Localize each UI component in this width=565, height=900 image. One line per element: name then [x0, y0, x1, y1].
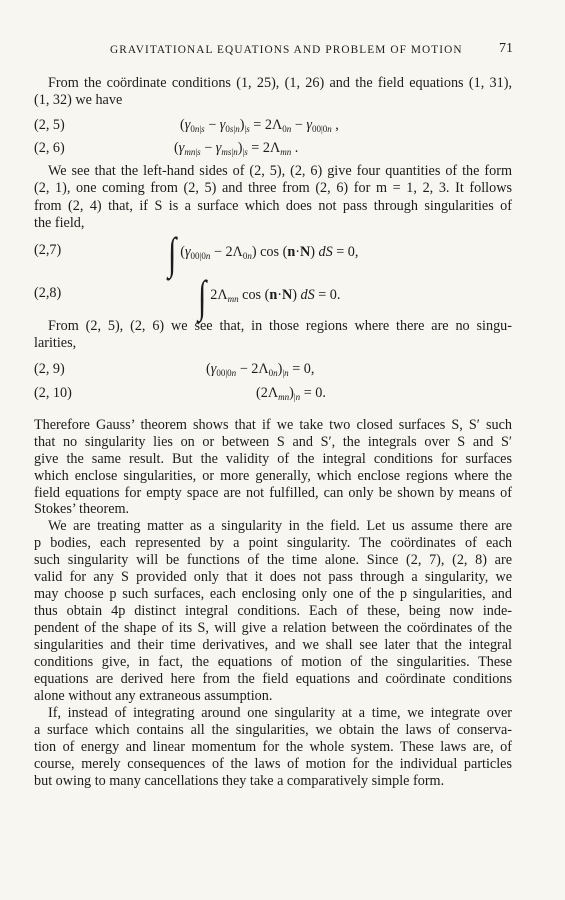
equation-2-6: $(\gamma_{mn|s} - \gamma_{ms|n})_{|s} = 2\Lambda_{mn}$ .: [174, 140, 299, 157]
text-line: We are treating matter as a singularity in the field. Let us assume there are: [48, 518, 512, 534]
text-line: Therefore Gauss’ theorem shows that if we take two closed surfaces S, S′ such: [34, 417, 512, 433]
equation-2-9: $(\gamma_{00|0n} - 2\Lambda_{0n})_{|n} = 0$,: [206, 361, 315, 378]
text-line: alone without any extraneous assumption.: [34, 688, 273, 704]
text-line: (2, 1), one coming from (2, 5) and three from (2, 6) for m = 1, 2, 3. It follows: [34, 180, 512, 196]
equation-2-7: ∫ $(\gamma_{00|0n} - 2\Lambda_{0n})$ cos (n·N) dS = 0,: [168, 229, 359, 279]
text-line: singularities and their time derivatives, and we shall see later that the integral: [34, 637, 512, 653]
text-line: such singularity will be functions of the time alone. Since (2, 7), (2, 8) are: [34, 552, 512, 568]
running-title: GRAVITATIONAL EQUATIONS AND PROBLEM OF MOTION: [110, 44, 463, 56]
text-line: from (2, 4) that, if S is a surface which does not pass through singularities of: [34, 198, 512, 214]
equation-label: (2,7): [34, 242, 62, 258]
text-line: (1, 32) we have: [34, 92, 123, 108]
integral-sign: ∫: [198, 272, 207, 322]
equation-label: (2, 10): [34, 385, 72, 401]
text-line: give the same result. But the validity of the integral conditions for surfaces: [34, 451, 512, 467]
equation-label: (2,8): [34, 285, 62, 301]
text-line: From the coördinate conditions (1, 25), (1, 26) and the field equations (1, 31),: [48, 75, 512, 91]
text-line: that no singularity lies on or between S and S′, the integrals over S and S′: [34, 434, 512, 450]
text-line: From (2, 5), (2, 6) we see that, in those regions where there are no singu-: [48, 318, 512, 334]
equation-label: (2, 6): [34, 140, 65, 156]
text-line: a surface which contains all the singularities, we obtain the laws of conserva-: [34, 722, 512, 738]
text-line: the field,: [34, 215, 85, 231]
text-line: Stokes’ theorem.: [34, 501, 130, 517]
equation-2-5: $(\gamma_{0n|s} - \gamma_{0s|n})_{|s} = 2\Lambda_{0n} - \gamma_{00|0n}$ ,: [180, 117, 339, 134]
equation-2-10: $(2\Lambda_{mn})_{|n} = 0$.: [256, 385, 326, 402]
text-line: larities,: [34, 335, 77, 351]
text-line: which enclose singularities, or more generally, which enclose regions where the: [34, 468, 512, 484]
page-number: 71: [499, 41, 513, 56]
text-line: tion of energy and linear momentum for the whole system. These laws are, of: [34, 739, 512, 755]
text-line: pendent of the shape of its S, will give a relation between the coördinates of the: [34, 620, 512, 636]
text-line: valid for any S provided only that it does not pass through a singularity, we: [34, 569, 512, 585]
text-line: thus obtain 4p distinct integral conditions. Each of these, being now inde-: [34, 603, 512, 619]
equation-2-8: ∫ $2\Lambda_{mn}$ cos (n·N) dS = 0.: [198, 272, 341, 322]
text-line: p bodies, each represented by a point singularity. The coördinates of each: [34, 535, 512, 551]
text-line: may choose p such surfaces, each enclosing only one of the p singularities, and: [34, 586, 512, 602]
text-line: We see that the left-hand sides of (2, 5), (2, 6) give four quantities of the form: [48, 163, 512, 179]
equation-label: (2, 5): [34, 117, 65, 133]
integral-sign: ∫: [168, 229, 177, 279]
text-line: but owing to many cancellations they take a comparatively simple form.: [34, 773, 445, 789]
text-line: field equations for empty space are not fulfilled, can only be shown by means of: [34, 485, 512, 501]
text-line: equations are derived here from the field equations and coördinate conditions: [34, 671, 512, 687]
text-line: conditions give, in fact, the equations of motion of the singularities. These: [34, 654, 512, 670]
text-line: If, instead of integrating around one singularity at a time, we integrate over: [48, 705, 512, 721]
equation-label: (2, 9): [34, 361, 65, 377]
text-line: course, merely consequences of the laws of motion for the individual particles: [34, 756, 512, 772]
